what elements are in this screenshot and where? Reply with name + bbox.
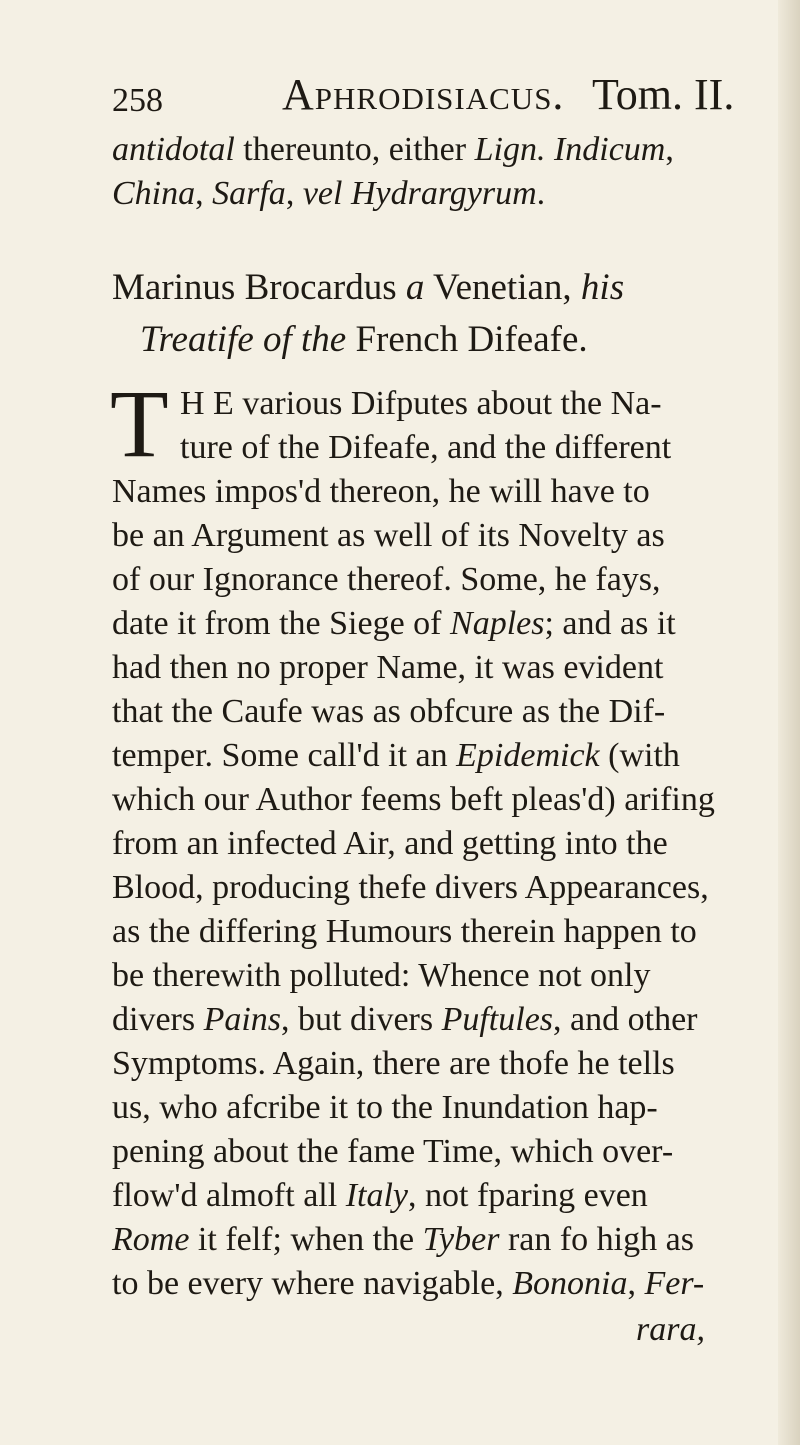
text-line: antidotal thereunto, either Lign. Indicum, xyxy=(112,131,674,168)
text-line: China, Sarfa, vel Hydrargyrum. xyxy=(112,175,546,212)
text-line: pening about the fame Time, which over- xyxy=(112,1133,674,1170)
page-number: 258 xyxy=(112,82,163,119)
text-line: from an infected Air, and getting into the xyxy=(112,825,668,862)
text-line: be therewith polluted: Whence not only xyxy=(112,957,651,994)
text-line: date it from the Siege of Naples; and as it xyxy=(112,605,676,642)
text-line: Names impos'd thereon, he will have to xyxy=(112,473,650,510)
catchword: rara, xyxy=(636,1311,705,1348)
text-line: temper. Some call'd it an Epidemick (with xyxy=(112,737,680,774)
text-line: as the differing Humours therein happen to xyxy=(112,913,697,950)
text-line: ture of the Difeafe, and the different xyxy=(180,429,672,466)
running-header xyxy=(112,70,735,120)
text-line: Rome it felf; when the Tyber ran fo high as xyxy=(112,1221,694,1258)
section-heading: Treatife of the French Difeafe. xyxy=(140,319,588,360)
section-heading: Marinus Brocardus a Venetian, his xyxy=(112,267,625,308)
tome-label: Tom. II. xyxy=(592,70,735,119)
text-line: divers Pains, but divers Puftules, and other xyxy=(112,1001,698,1038)
text-line: Symptoms. Again, there are thofe he tells xyxy=(112,1045,675,1082)
text-line: H E various Difputes about the Na- xyxy=(180,385,662,422)
text-line: flow'd almoft all Italy, not fparing even xyxy=(112,1177,648,1214)
text-line: be an Argument as well of its Novelty as xyxy=(112,517,665,554)
text-line: that the Caufe was as obfcure as the Dif- xyxy=(112,693,666,730)
page-edge-shadow xyxy=(778,0,800,1445)
text-line: Blood, producing thefe divers Appearances, xyxy=(112,869,709,906)
drop-cap: T xyxy=(110,370,169,477)
text-line: which our Author feems beft pleas'd) arifing xyxy=(112,781,715,818)
text-line: us, who afcribe it to the Inundation hap- xyxy=(112,1089,658,1126)
text-line: to be every where navigable, Bononia, Fer- xyxy=(112,1265,705,1302)
running-title: Aphrodisiacus. xyxy=(282,70,565,119)
text-line: of our Ignorance thereof. Some, he fays, xyxy=(112,561,661,598)
text-line: had then no proper Name, it was evident xyxy=(112,649,664,686)
